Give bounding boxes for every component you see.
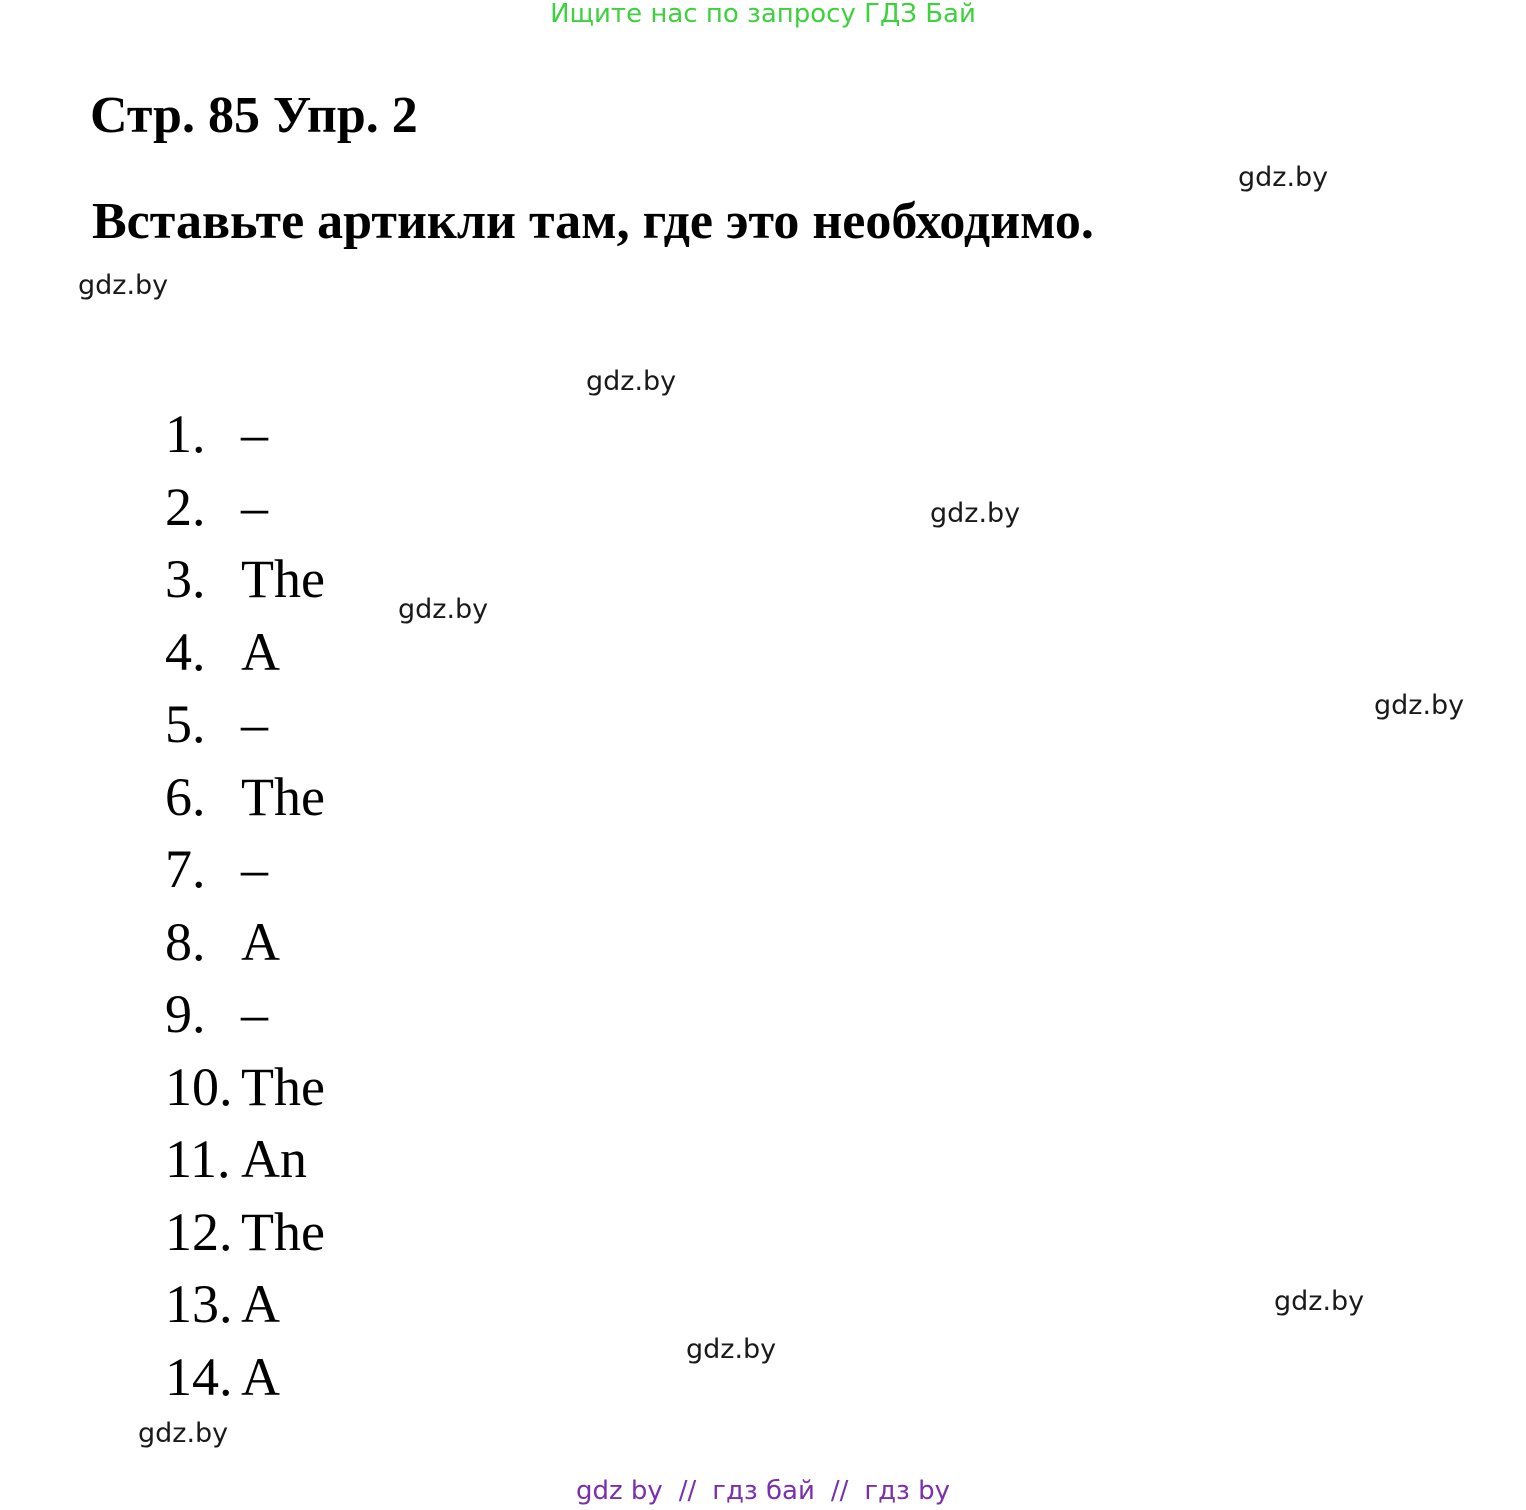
answer-value: – bbox=[241, 404, 268, 464]
answer-item bbox=[165, 471, 325, 544]
watermark: gdz.by bbox=[586, 366, 677, 397]
answer-number: 14. bbox=[165, 1346, 233, 1407]
answer-item bbox=[165, 761, 325, 834]
answer-item bbox=[165, 1123, 325, 1196]
answer-item bbox=[165, 833, 325, 906]
answer-number: 1. bbox=[165, 404, 206, 464]
watermark: gdz.by bbox=[930, 498, 1021, 529]
search-banner: Ищите нас по запросу ГДЗ Бай bbox=[550, 0, 976, 29]
answer-item bbox=[165, 906, 325, 979]
watermark: gdz.by bbox=[1238, 162, 1329, 193]
exercise-instruction: Вставьте артикли там, где это необходимо. bbox=[92, 193, 1094, 250]
watermark: gdz.by bbox=[78, 270, 169, 301]
answer-number: 4. bbox=[165, 621, 206, 682]
footer-separator: // bbox=[678, 1476, 697, 1506]
answer-number: 7. bbox=[165, 839, 206, 899]
footer-link-gdz-bai[interactable]: гдз бай bbox=[712, 1476, 815, 1506]
answer-item bbox=[165, 1268, 325, 1341]
watermark: gdz.by bbox=[1374, 690, 1465, 721]
answer-value: – bbox=[241, 984, 268, 1044]
answer-item bbox=[165, 1196, 325, 1269]
answer-value: A bbox=[241, 1274, 280, 1334]
answer-value: The bbox=[241, 549, 325, 609]
answer-number: 13. bbox=[165, 1274, 233, 1334]
answer-value: The bbox=[241, 766, 325, 827]
answer-value: The bbox=[241, 1056, 325, 1117]
answer-item bbox=[165, 1051, 325, 1124]
answer-item bbox=[165, 398, 325, 471]
answer-value: An bbox=[241, 1129, 307, 1189]
answer-list bbox=[165, 398, 325, 1413]
answer-item bbox=[165, 616, 325, 689]
watermark: gdz.by bbox=[138, 1418, 229, 1449]
page-title: Стр. 85 Упр. 2 bbox=[90, 87, 418, 144]
answer-item bbox=[165, 688, 325, 761]
footer-separator: // bbox=[830, 1476, 849, 1506]
answer-value: A bbox=[241, 1346, 280, 1407]
answer-value: A bbox=[241, 621, 280, 682]
answer-number: 11. bbox=[165, 1129, 231, 1189]
answer-number: 3. bbox=[165, 549, 206, 609]
answer-item bbox=[165, 1341, 325, 1414]
answer-value: – bbox=[241, 839, 268, 899]
footer-links bbox=[0, 1474, 1526, 1508]
answer-value: The bbox=[241, 1201, 325, 1262]
answer-number: 2. bbox=[165, 476, 206, 537]
answer-number: 6. bbox=[165, 766, 206, 827]
answer-number: 10. bbox=[165, 1056, 233, 1117]
footer-link-gdz-by-cyr[interactable]: гдз by bbox=[864, 1476, 951, 1506]
footer-link-gdz-by[interactable]: gdz by bbox=[575, 1476, 663, 1506]
answer-number: 5. bbox=[165, 694, 206, 754]
answer-value: A bbox=[241, 911, 280, 972]
answer-number: 12. bbox=[165, 1201, 233, 1262]
watermark: gdz.by bbox=[398, 594, 489, 625]
answer-item bbox=[165, 978, 325, 1051]
answer-value: – bbox=[241, 694, 268, 754]
answer-number: 8. bbox=[165, 911, 206, 972]
watermark: gdz.by bbox=[1274, 1286, 1365, 1317]
watermark: gdz.by bbox=[686, 1334, 777, 1365]
answer-item bbox=[165, 543, 325, 616]
answer-value: – bbox=[241, 476, 268, 537]
answer-number: 9. bbox=[165, 984, 206, 1044]
